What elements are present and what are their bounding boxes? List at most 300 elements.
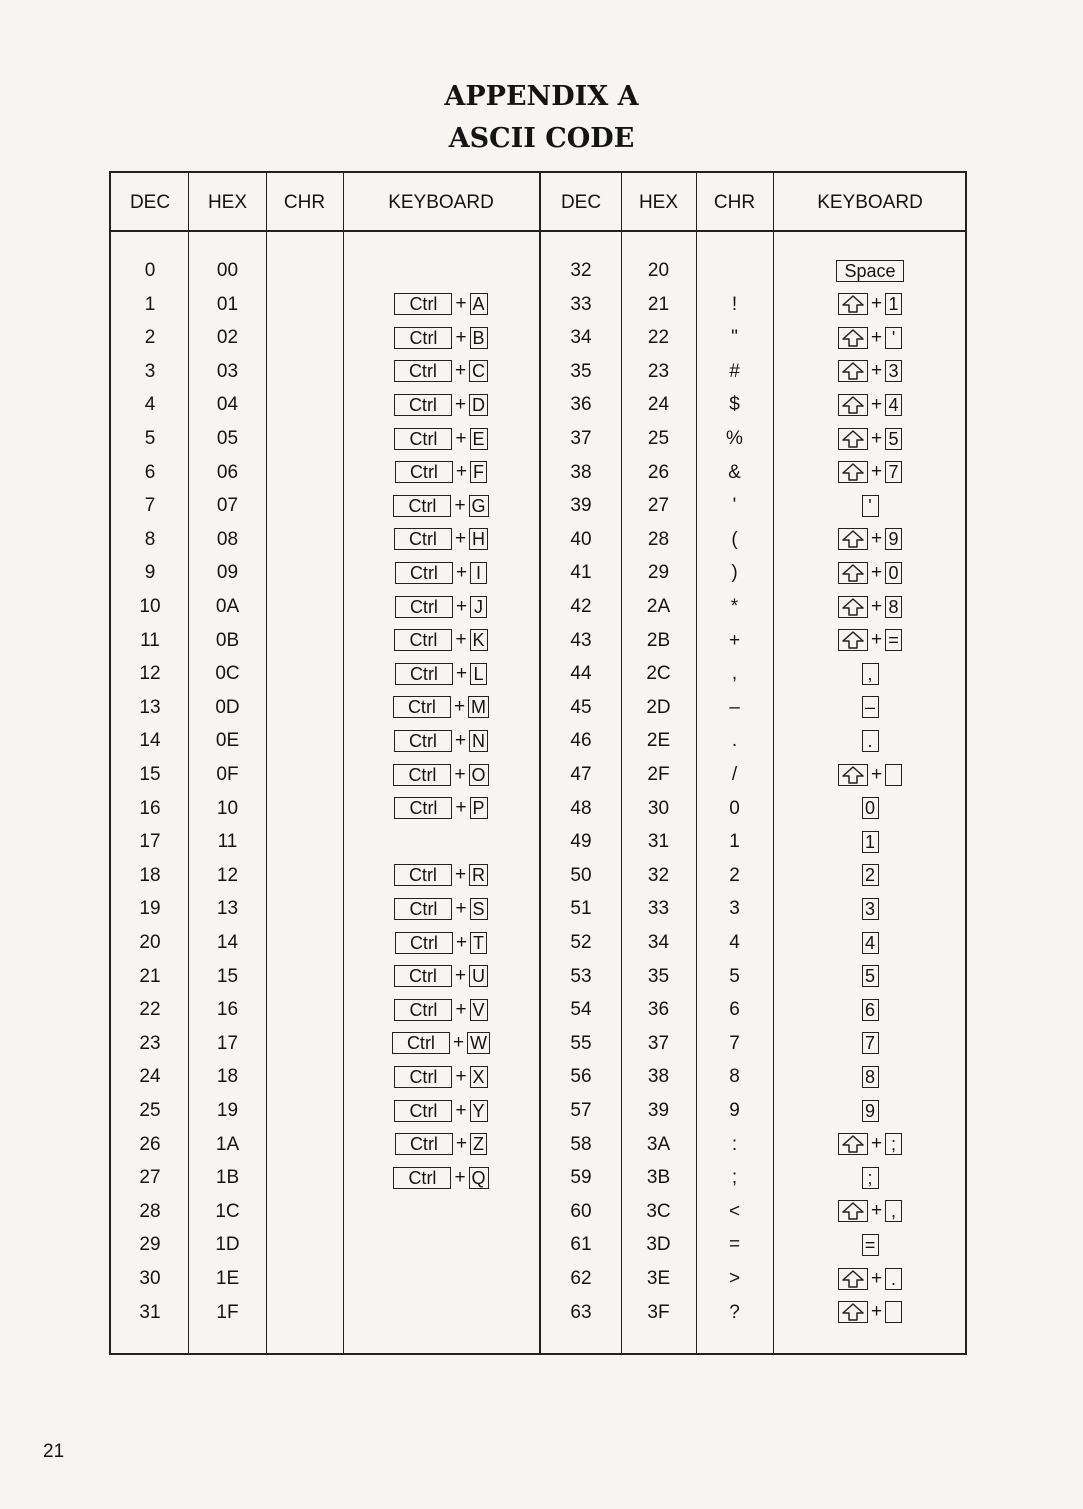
key-cap: . — [885, 1268, 902, 1290]
keyboard-combo — [773, 859, 967, 892]
hex-value: 38 — [647, 1066, 670, 1088]
plus-sign: + — [453, 696, 466, 718]
keyboard-combo — [773, 1060, 967, 1093]
ctrl-key: Ctrl — [394, 999, 452, 1021]
key-cap: N — [469, 730, 488, 752]
key-cap: P — [470, 797, 488, 819]
header-hex-right: HEX — [638, 192, 679, 213]
table-row — [111, 657, 965, 690]
key-cap: V — [470, 999, 488, 1021]
chr-value: * — [730, 596, 739, 617]
hex-value: 18 — [216, 1066, 239, 1088]
key-cap: 5 — [885, 428, 902, 450]
plus-sign: + — [455, 293, 467, 315]
header-dec-right: DEC — [560, 192, 602, 213]
space-key: Space — [836, 260, 904, 282]
keyboard-combo — [773, 825, 967, 858]
key-cap: M — [468, 696, 489, 718]
plus-sign: + — [455, 595, 468, 617]
keyboard-combo — [343, 321, 539, 354]
hex-value: 37 — [647, 1032, 670, 1054]
table-row — [111, 388, 965, 421]
keyboard-combo — [773, 758, 967, 791]
appendix-title: APPENDIX A — [444, 81, 639, 112]
dec-value: 57 — [570, 1100, 592, 1121]
dec-value: 46 — [570, 730, 592, 752]
table-row — [111, 1094, 965, 1127]
dec-value: 56 — [570, 1066, 592, 1088]
ctrl-key: Ctrl — [394, 965, 452, 987]
shift-arrow-icon — [838, 428, 868, 450]
keyboard-combo — [773, 1228, 967, 1261]
dec-value: 5 — [144, 428, 156, 449]
keyboard-combo — [773, 657, 967, 690]
ctrl-key: Ctrl — [394, 394, 452, 416]
ctrl-key: Ctrl — [394, 629, 452, 651]
hex-value: 0E — [215, 730, 240, 752]
table-row — [111, 624, 965, 657]
dec-value: 14 — [139, 730, 161, 752]
chr-value: ) — [731, 562, 738, 584]
plus-sign: + — [455, 326, 467, 348]
keyboard-combo — [773, 489, 967, 522]
table-row — [111, 926, 965, 959]
keyboard-combo — [343, 691, 539, 724]
ctrl-key: Ctrl — [395, 932, 453, 954]
plus-sign: + — [455, 461, 468, 483]
ctrl-key: Ctrl — [394, 293, 452, 315]
hex-value: 2A — [646, 596, 671, 617]
chr-value — [696, 254, 773, 287]
keyboard-combo — [343, 960, 539, 993]
key-cap: B — [470, 327, 488, 349]
hex-value: 0C — [215, 663, 240, 685]
key-cap: W — [467, 1032, 490, 1054]
ctrl-key: Ctrl — [395, 596, 453, 618]
key-cap: 1 — [862, 831, 879, 853]
hex-value: 05 — [216, 428, 239, 449]
keyboard-combo — [773, 624, 967, 657]
key-cap: 7 — [885, 461, 902, 483]
plus-sign: + — [455, 561, 468, 583]
chr-value: 2 — [729, 864, 740, 886]
key-cap: ' — [862, 495, 879, 517]
key-cap: 0 — [862, 797, 879, 819]
hex-value: 17 — [216, 1032, 239, 1054]
ctrl-key: Ctrl — [394, 327, 452, 349]
dec-value: 26 — [139, 1133, 161, 1155]
key-cap: 1 — [885, 293, 902, 315]
dec-value: 44 — [570, 663, 592, 685]
keyboard-combo — [343, 657, 539, 690]
plus-sign: + — [454, 763, 466, 785]
key-cap: , — [885, 1200, 902, 1222]
hex-value: 00 — [216, 260, 239, 281]
chr-value: % — [726, 428, 743, 449]
key-cap — [885, 764, 902, 786]
keyboard-combo — [343, 926, 539, 959]
keyboard-combo — [773, 590, 967, 623]
plus-sign: + — [870, 1301, 883, 1323]
dec-value: 3 — [144, 360, 156, 382]
keyboard-combo — [773, 892, 967, 925]
key-cap: C — [469, 360, 488, 382]
key-cap: G — [469, 495, 489, 517]
chr-value: 4 — [729, 932, 740, 953]
dec-value: 45 — [570, 696, 592, 718]
keyboard-combo — [343, 1094, 539, 1127]
keyboard-combo — [343, 590, 539, 623]
hex-value: 3F — [647, 1301, 670, 1323]
hex-value: 19 — [216, 1100, 239, 1121]
chr-value: ( — [731, 528, 738, 550]
hex-value: 0D — [215, 696, 240, 718]
key-cap — [885, 1301, 902, 1323]
keyboard-combo — [773, 1161, 967, 1194]
keyboard-combo — [773, 926, 967, 959]
plus-sign: + — [870, 561, 883, 583]
dec-value: 61 — [570, 1234, 592, 1256]
plus-sign: + — [455, 931, 468, 953]
dec-value: 1 — [144, 293, 156, 315]
dec-value: 23 — [139, 1032, 161, 1054]
key-cap: ; — [862, 1167, 879, 1189]
chr-value: 6 — [729, 999, 740, 1021]
chr-value: > — [728, 1268, 741, 1289]
table-row — [111, 1128, 965, 1161]
key-cap: J — [470, 596, 487, 618]
keyboard-combo — [773, 792, 967, 825]
hex-value: 10 — [216, 797, 239, 819]
shift-arrow-icon — [838, 629, 868, 651]
plus-sign: + — [455, 897, 467, 919]
header-chr-right: CHR — [713, 192, 756, 213]
hex-value: 3C — [646, 1200, 671, 1222]
hex-value: 27 — [647, 495, 670, 517]
key-cap: Y — [470, 1100, 488, 1122]
dec-value: 43 — [570, 629, 592, 651]
ctrl-key: Ctrl — [393, 1167, 451, 1189]
shift-arrow-icon — [838, 764, 868, 786]
dec-value: 27 — [139, 1167, 161, 1189]
dec-value: 60 — [570, 1200, 592, 1222]
chr-value: – — [729, 696, 740, 718]
hex-value: 1E — [215, 1268, 240, 1289]
dec-value: 9 — [144, 562, 156, 584]
shift-arrow-icon — [838, 1200, 868, 1222]
table-row — [111, 422, 965, 455]
dec-value: 19 — [139, 898, 161, 920]
keyboard-combo — [343, 422, 539, 455]
plus-sign: + — [870, 427, 883, 449]
dec-value: 29 — [139, 1234, 161, 1256]
dec-value: 18 — [139, 864, 161, 886]
keyboard-combo — [773, 523, 967, 556]
dec-value: 8 — [144, 528, 156, 550]
table-row — [111, 489, 965, 522]
keyboard-combo — [773, 288, 967, 321]
dec-value: 42 — [570, 596, 592, 617]
shift-arrow-icon — [838, 293, 868, 315]
keyboard-combo — [343, 1060, 539, 1093]
keyboard-combo — [773, 993, 967, 1026]
plus-sign: + — [454, 528, 467, 550]
plus-sign: + — [454, 1166, 466, 1188]
table-row — [111, 456, 965, 489]
hex-value: 34 — [647, 932, 670, 953]
table-row — [111, 321, 965, 354]
dec-value: 10 — [139, 596, 161, 617]
hex-value: 12 — [216, 864, 239, 886]
ctrl-key: Ctrl — [394, 797, 452, 819]
key-cap: = — [862, 1234, 879, 1256]
key-cap: L — [470, 663, 487, 685]
chr-value: . — [731, 730, 738, 752]
keyboard-combo — [773, 456, 967, 489]
dec-value: 48 — [570, 797, 592, 819]
keyboard-combo — [343, 859, 539, 892]
shift-arrow-icon — [838, 596, 868, 618]
ctrl-key: Ctrl — [394, 360, 452, 382]
hex-value: 28 — [647, 528, 670, 550]
hex-value: 1F — [216, 1301, 239, 1323]
keyboard-combo — [343, 456, 539, 489]
dec-value: 54 — [570, 999, 592, 1021]
keyboard-combo — [343, 489, 539, 522]
plus-sign: + — [870, 1267, 883, 1289]
dec-value: 55 — [570, 1032, 592, 1054]
hex-value: 09 — [216, 562, 239, 584]
hex-value: 15 — [216, 965, 239, 987]
hex-value: 20 — [647, 260, 670, 281]
dec-value: 38 — [570, 461, 592, 483]
plus-sign: + — [454, 965, 467, 987]
key-cap: T — [470, 932, 487, 954]
chr-value: , — [731, 663, 738, 685]
hex-value: 39 — [647, 1100, 670, 1121]
chr-value: ' — [732, 495, 737, 517]
plus-sign: + — [870, 326, 883, 348]
key-cap: F — [470, 461, 487, 483]
table-row — [111, 590, 965, 623]
hex-value: 3A — [646, 1133, 671, 1155]
table-row — [111, 859, 965, 892]
key-cap: R — [469, 864, 488, 886]
key-cap: Z — [470, 1133, 487, 1155]
dec-value: 32 — [570, 260, 592, 281]
header-hex-left: HEX — [207, 192, 248, 213]
table-row — [111, 758, 965, 791]
dec-value: 22 — [139, 999, 161, 1021]
key-cap: . — [862, 730, 879, 752]
plus-sign: + — [454, 729, 467, 751]
ctrl-key: Ctrl — [394, 730, 452, 752]
ctrl-key: Ctrl — [395, 461, 453, 483]
key-cap: 0 — [885, 562, 902, 584]
key-cap: D — [469, 394, 488, 416]
hex-value: 2C — [646, 663, 671, 685]
keyboard-combo — [343, 556, 539, 589]
key-cap: I — [470, 562, 487, 584]
table-row — [111, 1161, 965, 1194]
key-cap: 9 — [862, 1100, 879, 1122]
plus-sign: + — [870, 1133, 883, 1155]
dec-value: 25 — [139, 1100, 161, 1121]
table-row — [111, 792, 965, 825]
key-cap: ' — [885, 327, 902, 349]
hex-value: 16 — [216, 999, 239, 1021]
chr-value: / — [731, 764, 738, 785]
shift-arrow-icon — [838, 562, 868, 584]
header-divider — [111, 230, 965, 232]
chr-value: 3 — [729, 898, 740, 920]
table-row — [111, 288, 965, 321]
chr-value: 8 — [729, 1066, 740, 1088]
ctrl-key: Ctrl — [393, 696, 451, 718]
hex-value: 21 — [647, 293, 670, 315]
dec-value: 21 — [139, 965, 161, 987]
plus-sign: + — [455, 662, 468, 684]
shift-arrow-icon — [838, 327, 868, 349]
chr-value: = — [728, 1234, 741, 1256]
ctrl-key: Ctrl — [394, 428, 452, 450]
table-row — [111, 1262, 965, 1295]
table-row — [111, 691, 965, 724]
chr-value: 7 — [729, 1032, 740, 1054]
ctrl-key: Ctrl — [392, 1032, 450, 1054]
chr-value: 5 — [729, 965, 740, 987]
keyboard-combo — [773, 691, 967, 724]
dec-value: 49 — [570, 831, 592, 853]
plus-sign: + — [454, 393, 467, 415]
hex-value: 31 — [647, 831, 670, 853]
keyboard-combo — [773, 1128, 967, 1161]
hex-value: 26 — [647, 461, 670, 483]
ctrl-key: Ctrl — [395, 1133, 453, 1155]
dec-value: 58 — [570, 1133, 592, 1155]
table-row — [111, 1027, 965, 1060]
key-cap: E — [470, 428, 488, 450]
keyboard-combo — [343, 724, 539, 757]
plus-sign: + — [870, 528, 883, 550]
hex-value: 0F — [216, 764, 239, 785]
plus-sign: + — [870, 595, 883, 617]
keyboard-combo — [773, 1262, 967, 1295]
keyboard-combo — [773, 1094, 967, 1127]
dec-value: 47 — [570, 764, 592, 785]
shift-arrow-icon — [838, 1268, 868, 1290]
chr-value: < — [728, 1200, 741, 1222]
dec-value: 40 — [570, 528, 592, 550]
hex-value: 0B — [215, 629, 240, 651]
key-cap: 4 — [862, 932, 879, 954]
keyboard-combo — [773, 321, 967, 354]
plus-sign: + — [870, 293, 883, 315]
dec-value: 12 — [139, 663, 161, 685]
dec-value: 31 — [139, 1301, 161, 1323]
key-cap: ; — [885, 1133, 902, 1155]
keyboard-combo — [343, 892, 539, 925]
dec-value: 63 — [570, 1301, 592, 1323]
hex-value: 1B — [215, 1167, 240, 1189]
dec-value: 41 — [570, 562, 592, 584]
table-row — [111, 993, 965, 1026]
dec-value: 51 — [570, 898, 592, 920]
hex-value: 04 — [216, 394, 239, 416]
chr-value: 0 — [729, 797, 740, 819]
dec-value: 30 — [139, 1268, 161, 1289]
key-cap: Q — [469, 1167, 489, 1189]
shift-arrow-icon — [838, 528, 868, 550]
chr-value: ; — [731, 1167, 738, 1189]
dec-value: 36 — [570, 394, 592, 416]
dec-value: 6 — [144, 461, 156, 483]
key-cap: S — [470, 898, 488, 920]
plus-sign: + — [870, 461, 883, 483]
hex-value: 11 — [217, 831, 238, 853]
plus-sign: + — [454, 864, 467, 886]
key-cap: 8 — [885, 596, 902, 618]
keyboard-combo — [773, 960, 967, 993]
dec-value: 52 — [570, 932, 592, 953]
hex-value: 03 — [216, 360, 239, 382]
plus-sign: + — [870, 1200, 883, 1222]
header-keyboard-left: KEYBOARD — [388, 192, 494, 213]
keyboard-combo — [343, 288, 539, 321]
keyboard-combo — [343, 993, 539, 1026]
keyboard-combo — [773, 724, 967, 757]
keyboard-combo — [773, 1296, 967, 1329]
plus-sign: + — [454, 494, 466, 516]
key-cap: 3 — [862, 898, 879, 920]
key-cap: A — [470, 293, 488, 315]
keyboard-combo — [773, 1195, 967, 1228]
keyboard-combo — [343, 624, 539, 657]
hex-value: 23 — [647, 360, 670, 382]
keyboard-combo — [343, 758, 539, 791]
keyboard-combo — [343, 388, 539, 421]
table-row — [111, 1195, 965, 1228]
key-cap: 6 — [862, 999, 879, 1021]
chr-value: + — [728, 629, 741, 651]
table-row — [111, 556, 965, 589]
hex-value: 30 — [647, 797, 670, 819]
table-row — [111, 960, 965, 993]
dec-value: 11 — [140, 629, 160, 651]
ctrl-key: Ctrl — [394, 1066, 452, 1088]
shift-arrow-icon — [838, 461, 868, 483]
table-row — [111, 1228, 965, 1261]
chr-value: " — [731, 327, 738, 349]
hex-value: 02 — [216, 327, 239, 349]
hex-value: 0A — [215, 596, 240, 617]
shift-arrow-icon — [838, 360, 868, 382]
dec-value: 4 — [144, 394, 156, 416]
shift-arrow-icon — [838, 394, 868, 416]
hex-value: 2E — [646, 730, 671, 752]
hex-value: 01 — [216, 293, 239, 315]
key-cap: H — [469, 528, 488, 550]
chr-value: ? — [729, 1301, 740, 1323]
appendix-subtitle: ASCII CODE — [448, 123, 635, 154]
plus-sign: + — [870, 393, 883, 415]
table-row — [111, 1060, 965, 1093]
plus-sign: + — [452, 1032, 465, 1054]
dec-value: 35 — [570, 360, 592, 382]
key-cap: O — [469, 764, 489, 786]
keyboard-combo — [773, 1027, 967, 1060]
hex-value: 14 — [216, 932, 239, 953]
